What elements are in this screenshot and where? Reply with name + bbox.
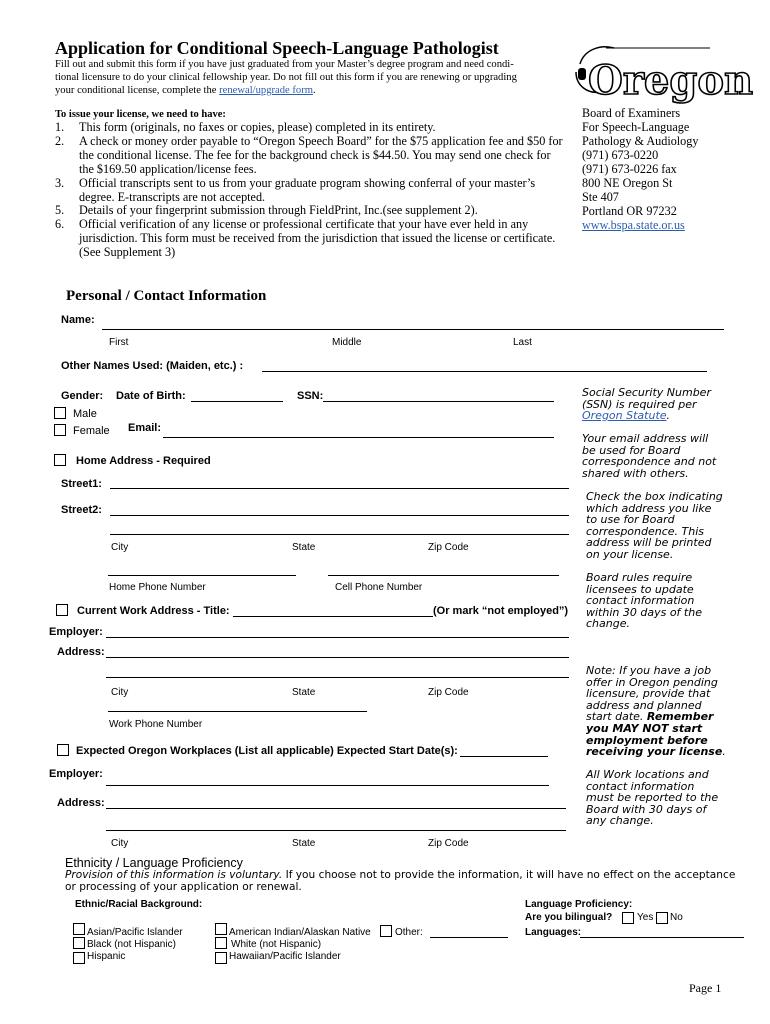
note-line: be used for Board (582, 443, 681, 457)
hawaiian-checkbox[interactable] (215, 952, 227, 964)
intro-line-1: Fill out and submit this form if you have just graduated from your Master’s degree program and need condi- (55, 59, 514, 70)
expected-workplaces-checkbox[interactable] (57, 744, 69, 756)
other-names-label: Other Names Used: (Maiden, etc.) : (61, 360, 244, 372)
ethnicity-heading: Ethnicity / Language Proficiency (65, 856, 243, 870)
page-title: Application for Conditional Speech-Language Pathologist (55, 38, 499, 58)
board-line: For Speech-Language (582, 120, 690, 134)
middle-label: Middle (332, 337, 362, 348)
email-note (582, 433, 716, 479)
address-check-note (586, 491, 723, 561)
home-address-checkbox[interactable] (54, 454, 66, 466)
note-line: Board rules require (586, 571, 693, 584)
name-input[interactable] (102, 329, 724, 330)
note-line: any change. (586, 814, 654, 828)
language-proficiency-label: Language Proficiency: (525, 899, 633, 910)
board-fax: (971) 673-0226 fax (582, 162, 677, 176)
home-address-label: Home Address - Required (76, 455, 211, 467)
note-line: within 30 days of the (586, 605, 702, 619)
item-number: 2. (55, 133, 65, 148)
intro-line-2: tional licensure to do your clinical fellowship year. Do not fill out this form if you are renewing or upgrading (55, 72, 517, 83)
note-line: Your email address will (582, 432, 709, 445)
yes-label: Yes (637, 912, 654, 923)
other-checkbox[interactable] (380, 925, 392, 937)
expected-address-line-input[interactable] (106, 830, 566, 831)
item-number: 3. (55, 175, 65, 190)
black-checkbox[interactable] (73, 937, 85, 949)
job-offer-note (586, 665, 726, 758)
address-label: Address: (57, 797, 105, 809)
note-line: shared with others. (582, 466, 689, 480)
other-label: Other: (395, 927, 423, 938)
personal-heading: Personal / Contact Information (66, 288, 267, 304)
bilingual-label: Are you bilingual? (525, 912, 613, 923)
note-line: change. (586, 617, 630, 631)
item-text: Official verification of any license or professional certificate that your have ever held in any jurisdiction. This form must be received from the jurisdiction that issued the license or certificate. (See Supplement 3) (79, 217, 556, 260)
city-label: City (111, 687, 129, 698)
zip-label: Zip Code (428, 838, 469, 849)
work-address-label: Current Work Address - Title: (77, 605, 230, 617)
cell-phone-label: Cell Phone Number (335, 582, 423, 593)
city-state-zip-input[interactable] (110, 534, 569, 535)
home-phone-label: Home Phone Number (109, 582, 206, 593)
note-line: on your license. (586, 547, 674, 561)
board-website-link[interactable]: www.bspa.state.or.us (582, 218, 685, 232)
item-text: This form (originals, no faxes or copies, please) completed in its entirety. (79, 120, 436, 134)
list-item (55, 218, 565, 260)
voluntary-italic: Provision of this information is voluntary. (65, 869, 283, 881)
item-number: 1. (55, 120, 65, 134)
state-label: State (292, 542, 316, 553)
asian-label: Asian/Pacific Islander (87, 927, 183, 938)
list-item (55, 204, 565, 218)
street1-label: Street1: (61, 478, 102, 490)
gender-label: Gender: (61, 390, 104, 402)
male-label: Male (73, 408, 97, 420)
state-label: State (292, 687, 316, 698)
state-label: State (292, 838, 316, 849)
note-line: Check the box indicating (586, 490, 723, 503)
other-names-input[interactable] (262, 371, 707, 372)
work-address-checkbox[interactable] (56, 604, 68, 616)
note-emphasis: Remember (646, 710, 714, 724)
voluntary-line-2: or processing of your application or renewal. (65, 880, 302, 893)
home-phone-input[interactable] (108, 575, 296, 576)
male-checkbox[interactable] (54, 407, 66, 419)
languages-input[interactable] (580, 937, 744, 938)
page-number: Page 1 (689, 981, 722, 995)
note-line: address and planned (586, 698, 702, 712)
other-input[interactable] (430, 937, 508, 938)
intro-end: . (313, 85, 316, 96)
list-item (55, 121, 565, 135)
hawaiian-label: Hawaiian/Pacific Islander (229, 951, 341, 962)
street2-label: Street2: (61, 504, 102, 516)
board-line: 800 NE Oregon St (582, 176, 673, 190)
city-label: City (111, 838, 129, 849)
address-label: Address: (57, 646, 105, 658)
expected-employer-input[interactable] (106, 785, 549, 786)
employer-label: Employer: (49, 626, 103, 638)
ssn-label: SSN: (297, 390, 324, 402)
first-label: First (109, 337, 129, 348)
note-emphasis: receiving your license (586, 745, 723, 759)
name-label: Name: (61, 314, 95, 326)
work-address-line-input[interactable] (106, 677, 569, 678)
street2-input[interactable] (110, 515, 569, 516)
note-line: must be reported to the (586, 791, 719, 805)
dob-input[interactable] (191, 401, 283, 402)
city-label: City (111, 542, 129, 553)
note-line: which address you like (586, 501, 712, 515)
note-line: correspondence and not (582, 455, 717, 469)
zip-label: Zip Code (428, 542, 469, 553)
board-line: Ste 407 (582, 190, 619, 204)
note-line: contact information (586, 779, 695, 793)
note-line: to use for Board (586, 513, 675, 527)
email-label: Email: (128, 422, 162, 434)
american-indian-label: American Indian/Alaskan Native (229, 927, 371, 938)
female-checkbox[interactable] (54, 424, 66, 436)
note-emphasis: employment before (586, 733, 708, 747)
item-text: A check or money order payable to “Oregon Speech Board” for the $75 application fee and $50 for the conditional license. The fee for the background check is $44.50. You may send one check for the $169.50 application/license fees. (79, 133, 563, 176)
expected-address-input[interactable] (106, 808, 566, 809)
intro-line-3: your conditional license, complete the (55, 85, 220, 96)
board-line: Pathology & Audiology (582, 134, 699, 148)
note-line: All Work locations and (586, 768, 709, 781)
logo-text: Oregon (588, 57, 754, 104)
white-checkbox[interactable] (215, 937, 227, 949)
item-number: 6. (55, 217, 65, 232)
cell-phone-input[interactable] (328, 575, 559, 576)
note-line: correspondence. This (586, 524, 705, 538)
board-contact (582, 106, 698, 232)
note-line: (SSN) is required per (582, 397, 697, 411)
note-line: Note: If you have a job (586, 664, 712, 677)
note-line: licensure, provide that (586, 687, 711, 701)
street1-input[interactable] (110, 488, 569, 489)
renewal-upgrade-link[interactable]: renewal/upgrade form (219, 85, 313, 96)
item-text: Official transcripts sent to us from your graduate program showing conferral of your master’s degree. E-transcripts are not accepted. (79, 175, 536, 204)
list-item (55, 135, 565, 177)
american-indian-checkbox[interactable] (215, 923, 227, 935)
note-line: offer in Oregon pending (586, 675, 718, 689)
work-phone-input[interactable] (108, 711, 367, 712)
note-line: contact information (586, 594, 695, 608)
oregon-logo (570, 42, 754, 104)
black-label: Black (not Hispanic) (87, 939, 176, 950)
not-employed-label: (Or mark “not employed”) (433, 605, 569, 617)
item-text: Details of your fingerprint submission through FieldPrint, Inc.(see supplement 2). (79, 203, 478, 218)
address-input[interactable] (106, 657, 569, 658)
employer-input[interactable] (106, 637, 569, 638)
ssn-input[interactable] (323, 401, 554, 402)
start-date-input[interactable] (460, 756, 548, 757)
work-phone-label: Work Phone Number (109, 719, 203, 730)
bilingual-yes-checkbox[interactable] (622, 912, 634, 924)
languages-label: Languages: (525, 927, 582, 938)
requirements-list (55, 121, 565, 260)
last-label: Last (513, 337, 532, 348)
ssn-note (582, 387, 711, 422)
female-label: Female (73, 425, 110, 437)
voluntary-rest: If you choose not to provide the information, it will have no effect on the acceptance (282, 869, 736, 881)
expected-workplaces-label: Expected Oregon Workplaces (List all applicable) Expected Start Date(s): (76, 745, 458, 757)
intro-text (55, 58, 560, 97)
email-input[interactable] (163, 437, 554, 438)
ethnic-background-label: Ethnic/Racial Background: (75, 899, 203, 910)
white-label: White (not Hispanic) (231, 939, 322, 950)
note-line: start date. (586, 710, 647, 724)
note-emphasis: you MAY NOT start (586, 721, 703, 735)
hispanic-label: Hispanic (87, 951, 126, 962)
note-line: address will be printed (586, 536, 712, 550)
note-line: Board with 30 days of (586, 802, 707, 816)
asian-checkbox[interactable] (73, 923, 85, 935)
board-line: Board of Examiners (582, 106, 681, 120)
dob-label: Date of Birth: (116, 390, 186, 402)
item-number: 5. (55, 203, 65, 218)
board-phone: (971) 673-0220 (582, 148, 659, 162)
note-end: . (722, 745, 726, 759)
voluntary-text (65, 870, 765, 893)
no-label: No (670, 912, 683, 923)
note-line: licensees to update (586, 582, 694, 596)
work-locations-note (586, 769, 718, 827)
oregon-statute-link[interactable]: Oregon Statute (582, 409, 667, 423)
zip-label: Zip Code (428, 687, 469, 698)
list-item (55, 177, 565, 205)
note-line: Social Security Number (582, 386, 711, 399)
requirements-heading: To issue your license, we need to have: (55, 109, 226, 120)
board-rules-note (586, 572, 702, 630)
board-line: Portland OR 97232 (582, 204, 677, 218)
employer-label: Employer: (49, 768, 103, 780)
note-end: . (666, 409, 671, 423)
bilingual-no-checkbox[interactable] (656, 912, 668, 924)
hispanic-checkbox[interactable] (73, 952, 85, 964)
work-title-input[interactable] (233, 616, 433, 617)
